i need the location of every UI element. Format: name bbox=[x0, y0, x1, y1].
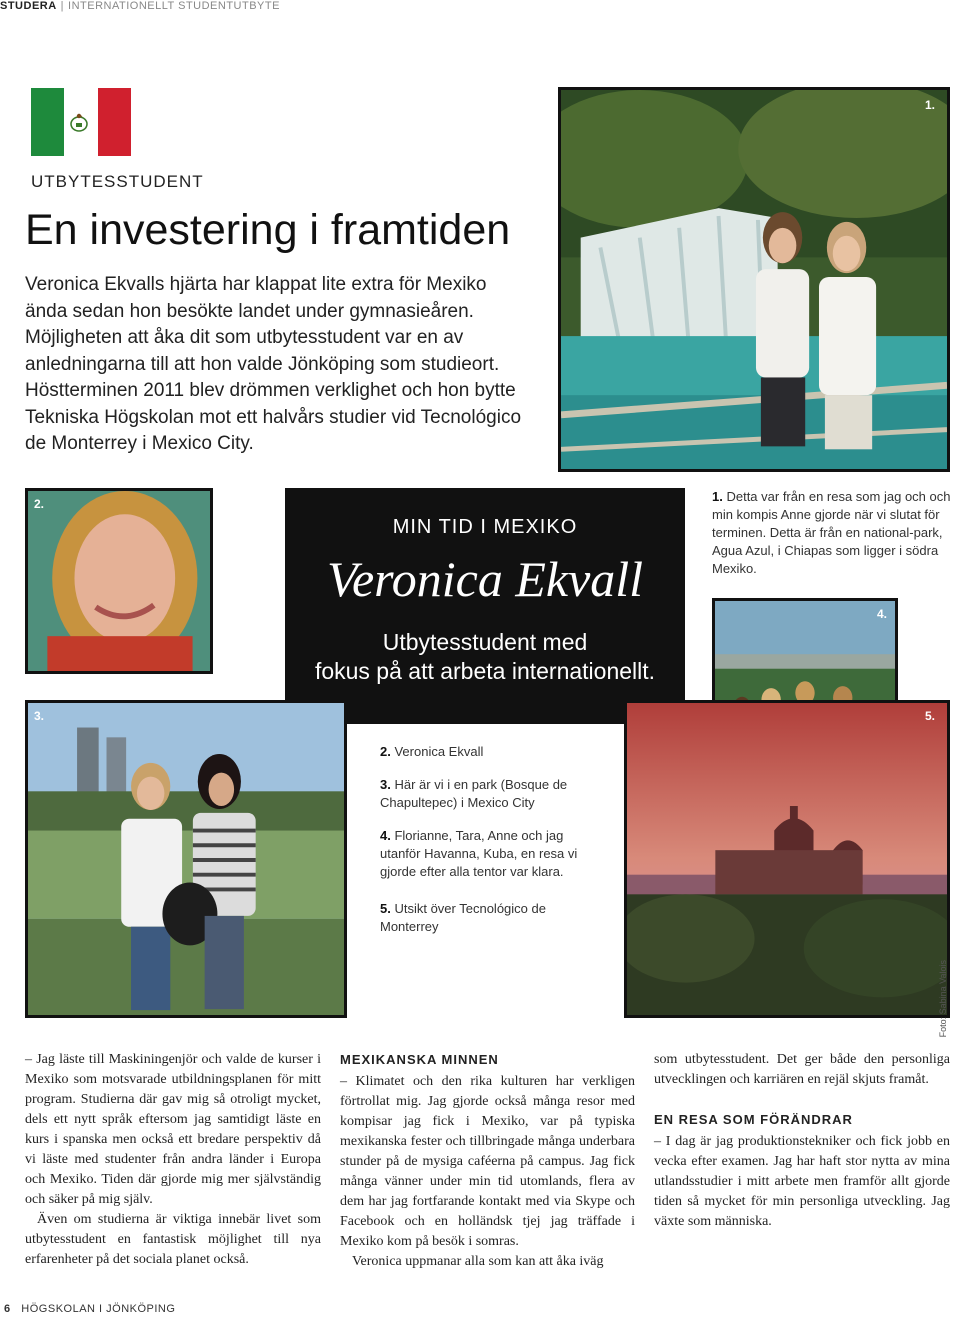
feature-name: Veronica Ekvall bbox=[326, 551, 644, 607]
page-header: STUDERA | INTERNATIONELLT STUDENTUTBYTE bbox=[0, 0, 280, 12]
body-paragraph: – I dag är jag produktionstekniker och fick jobb en vecka efter examen. Jag har haft stor nytta av mina utlandsstudier i mitt arbete men framför allt gjorde tiden så mycket för min personliga utveckling. Jag växte som människa. bbox=[654, 1134, 950, 1229]
body-column-3 bbox=[654, 1050, 950, 1232]
photo-number-2: 2. bbox=[34, 497, 45, 511]
caption-4-number: 4. bbox=[380, 828, 391, 843]
feature-subtitle-line-2: fokus på att arbeta internationellt. bbox=[314, 658, 656, 684]
photo-waterfall bbox=[558, 87, 950, 472]
photo-number-3: 3. bbox=[34, 709, 45, 723]
body-column-1 bbox=[25, 1050, 321, 1270]
photo-campus bbox=[624, 700, 950, 1018]
body-column-2 bbox=[340, 1050, 635, 1272]
body-paragraph: Veronica uppmanar alla som kan att åka iväg bbox=[352, 1254, 604, 1269]
page-footer bbox=[4, 1303, 175, 1315]
header-subsection: INTERNATIONELLT STUDENTUTBYTE bbox=[68, 0, 280, 12]
caption-3 bbox=[380, 776, 590, 812]
caption-4-text: Florianne, Tara, Anne och jag utanför Havanna, Kuba, en resa vi gjorde efter alla tentor var klara. bbox=[380, 828, 578, 879]
caption-5 bbox=[380, 900, 580, 936]
caption-1 bbox=[712, 488, 952, 578]
body-paragraph: Även om studierna är viktiga innebär livet som utbytesstudent en fantastisk möjlighet till nya erfarenheter på det sociala planet också. bbox=[25, 1212, 321, 1267]
article-title: En investering i framtiden bbox=[25, 206, 511, 254]
feature-kicker: MIN TID I MEXIKO bbox=[392, 516, 578, 538]
photo-number-1: 1. bbox=[924, 98, 935, 112]
caption-3-text: Här är vi i en park (Bosque de Chapultepec) i Mexico City bbox=[380, 777, 568, 810]
photo-park bbox=[25, 700, 347, 1018]
photo-number-4: 4. bbox=[876, 607, 887, 621]
caption-4 bbox=[380, 827, 585, 881]
feature-box bbox=[285, 488, 685, 724]
caption-2-number: 2. bbox=[380, 744, 391, 759]
header-section: STUDERA bbox=[0, 0, 57, 12]
body-paragraph: – Jag läste till Maskiningenjör och valde de kurser i Mexiko som motsvarade utbildningsplanen för mitt program. Studierna där gav mig så otroligt mycket, dels ett nytt språk eftersom jag samtidigt läste en kurs i spanska men också ett bredare perspektiv då vi läste med studenter från andra länder i Europa och Mexiko. Tiden där gjorde mig mer självständig och säker på mig själv. bbox=[25, 1052, 321, 1207]
caption-1-text: Detta var från en resa som jag och och min kompis Anne gjorde när vi slutat för terminen. Detta är från en national-park, Agua Azul, i Chiapas som ligger i södra Mexiko. bbox=[712, 489, 951, 576]
feature-subtitle-line-1: Utbytesstudent med bbox=[382, 629, 588, 655]
caption-2-text: Veronica Ekvall bbox=[394, 744, 484, 759]
flag-emblem-icon bbox=[69, 106, 89, 134]
photo-credit: Foto: Sabina Valois bbox=[938, 960, 948, 1038]
photo-portrait bbox=[25, 488, 213, 674]
caption-3-number: 3. bbox=[380, 777, 391, 792]
caption-1-number: 1. bbox=[712, 489, 723, 504]
caption-2 bbox=[380, 743, 600, 761]
body-paragraph: som utbytesstudent. Det ger både den personliga utvecklingen och karriären en rejäl skjuts framåt. bbox=[654, 1052, 950, 1087]
subhead-mexikanska-minnen: MEXIKANSKA MINNEN bbox=[340, 1052, 499, 1067]
photo-number-5: 5. bbox=[924, 709, 935, 723]
caption-5-text: Utsikt över Tecnológico de Monterrey bbox=[380, 901, 546, 934]
caption-5-number: 5. bbox=[380, 901, 391, 916]
article-lead: Veronica Ekvalls hjärta har klappat lite extra för Mexiko ända sedan hon besökte landet under gymnasieåren. Möjligheten att åka dit som utbytesstudent var en av anledningarna till att hon valde Jönköping som studieort. Höstterminen 2011 blev drömmen verklighet och hon bytte Tekniska Högskolan mot ett halvårs studier vid Tecnológico de Monterrey i Mexico City. bbox=[25, 274, 522, 454]
feature-subtitle bbox=[285, 628, 685, 686]
mexico-flag bbox=[31, 88, 131, 156]
article-kicker: UTBYTESSTUDENT bbox=[31, 172, 204, 191]
page-number: 6 bbox=[4, 1303, 11, 1315]
subhead-en-resa-som-forandrar: EN RESA SOM FÖRÄNDRAR bbox=[654, 1112, 853, 1127]
body-paragraph: – Klimatet och den rika kulturen har verkligen förtrollat mig. Jag gjorde också många resor med kompisar jag fick i Mexiko, var på typiska mexikanska fester och tillbringade många underbara stunder på de mysiga caféerna på campus. Jag fick många vänner under min tid utomlands, flera av dem har jag fortfarande kontakt med via Skype och Facebook och en holländsk tjej jag träffade i Mexiko kom på besök i somras. bbox=[340, 1074, 635, 1249]
publication-name: HÖGSKOLAN I JÖNKÖPING bbox=[21, 1303, 176, 1315]
